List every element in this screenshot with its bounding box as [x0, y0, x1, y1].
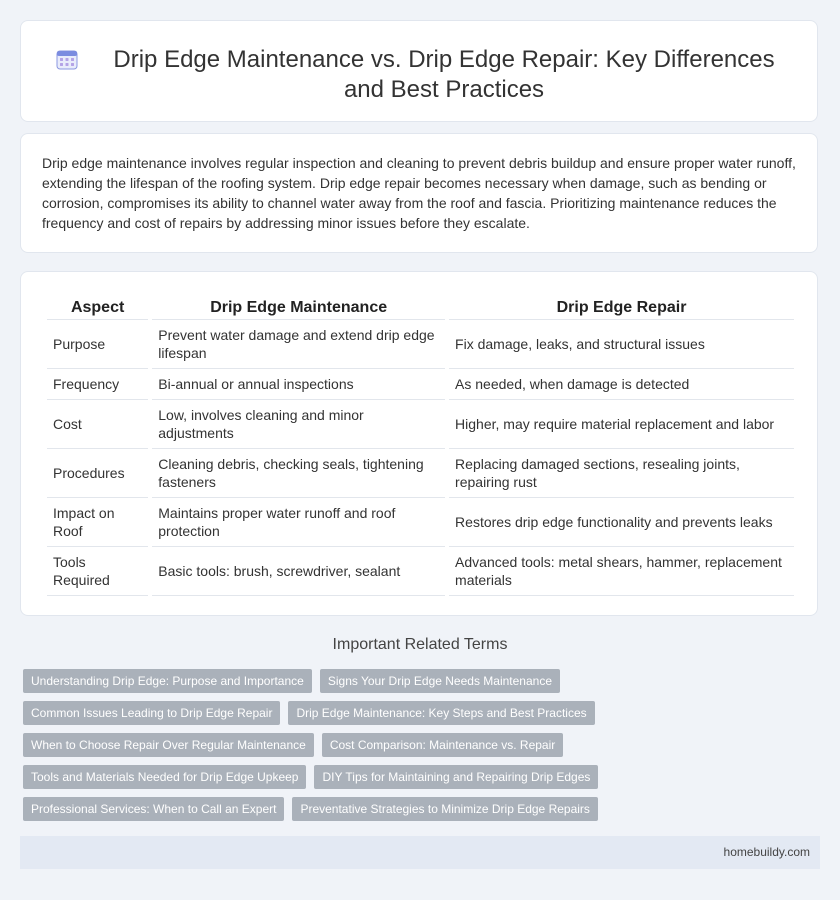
comparison-table	[43, 295, 798, 596]
page-title: Drip Edge Maintenance vs. Drip Edge Repair: Key Differences and Best Practices	[113, 46, 775, 103]
calendar-icon	[56, 48, 78, 70]
table-row	[47, 320, 794, 369]
related-term-tag[interactable]: Tools and Materials Needed for Drip Edge Upkeep	[23, 765, 306, 789]
table-cell: Basic tools: brush, screwdriver, sealant	[152, 547, 445, 596]
related-term-tag[interactable]: Common Issues Leading to Drip Edge Repair	[23, 701, 280, 725]
table-cell: Fix damage, leaks, and structural issues	[449, 320, 794, 369]
related-terms-title: Important Related Terms	[332, 636, 508, 653]
table-cell: Impact on Roof	[47, 498, 148, 547]
table-cell: Advanced tools: metal shears, hammer, replacement materials	[449, 547, 794, 596]
table-row	[47, 498, 794, 547]
related-term-tag[interactable]: When to Choose Repair Over Regular Maintenance	[23, 733, 314, 757]
table-cell: Prevent water damage and extend drip edge lifespan	[152, 320, 445, 369]
table-cell: As needed, when damage is detected	[449, 369, 794, 400]
table-cell: Higher, may require material replacement and labor	[449, 400, 794, 449]
table-row	[47, 400, 794, 449]
table-cell: Procedures	[47, 449, 148, 498]
comparison-card	[20, 271, 818, 616]
table-cell: Cost	[47, 400, 148, 449]
intro-paragraph: Drip edge maintenance involves regular inspection and cleaning to prevent debris buildup and ensure proper water runoff, extending the lifespan of the roofing system. Drip edge repair becomes necessary when damage, such as bending or corrosion, compromises its ability to channel water away from the roof and fascia. Prioritizing maintenance reduces the frequency and cost of repairs by addressing minor issues before they escalate.	[42, 155, 796, 231]
intro-card	[20, 133, 818, 253]
table-cell: Purpose	[47, 320, 148, 369]
column-header-repair: Drip Edge Repair	[449, 295, 794, 320]
column-header-maintenance: Drip Edge Maintenance	[152, 295, 445, 320]
related-term-tag[interactable]: Preventative Strategies to Minimize Drip Edge Repairs	[292, 797, 597, 821]
footer	[20, 836, 820, 869]
title-card	[20, 20, 818, 122]
related-term-tag[interactable]: Cost Comparison: Maintenance vs. Repair	[322, 733, 563, 757]
table-row	[47, 547, 794, 596]
related-terms-list	[23, 669, 823, 821]
related-term-tag[interactable]: Professional Services: When to Call an Expert	[23, 797, 284, 821]
table-cell: Cleaning debris, checking seals, tightening fasteners	[152, 449, 445, 498]
table-cell: Replacing damaged sections, resealing joints, repairing rust	[449, 449, 794, 498]
related-term-tag[interactable]: Signs Your Drip Edge Needs Maintenance	[320, 669, 560, 693]
table-cell: Low, involves cleaning and minor adjustments	[152, 400, 445, 449]
table-cell: Frequency	[47, 369, 148, 400]
table-row	[47, 369, 794, 400]
footer-site-link[interactable]: homebuildy.com	[723, 845, 810, 859]
related-term-tag[interactable]: Drip Edge Maintenance: Key Steps and Best Practices	[288, 701, 594, 725]
table-row	[47, 449, 794, 498]
column-header-aspect: Aspect	[47, 295, 148, 320]
related-term-tag[interactable]: Understanding Drip Edge: Purpose and Importance	[23, 669, 312, 693]
table-cell: Maintains proper water runoff and roof protection	[152, 498, 445, 547]
table-header-row	[47, 295, 794, 320]
table-cell: Restores drip edge functionality and prevents leaks	[449, 498, 794, 547]
table-cell: Tools Required	[47, 547, 148, 596]
table-cell: Bi-annual or annual inspections	[152, 369, 445, 400]
related-term-tag[interactable]: DIY Tips for Maintaining and Repairing Drip Edges	[314, 765, 598, 789]
